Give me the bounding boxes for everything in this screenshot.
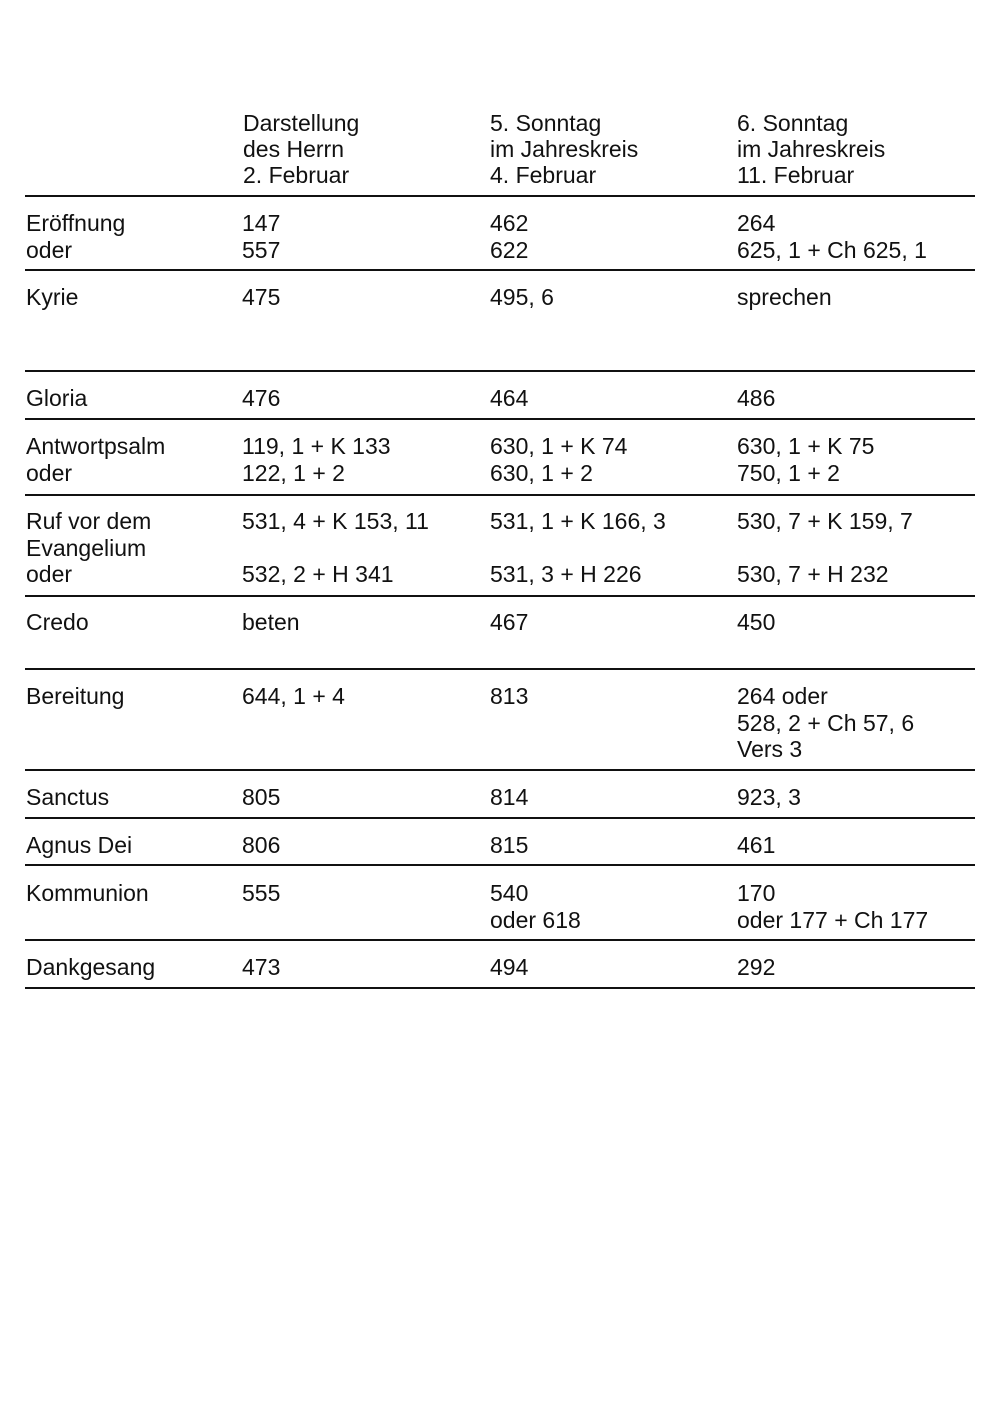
cell-darstellung — [242, 210, 280, 263]
cell-darstellung — [242, 385, 280, 412]
cell-sonntag-6 — [737, 433, 874, 486]
cell-line: 630, 1 + K 75 — [737, 433, 875, 459]
cell-line: 532, 2 + H 341 — [242, 561, 394, 587]
header-line: 11. Februar — [737, 162, 855, 188]
cell-line: Vers 3 — [737, 736, 803, 762]
row-divider — [25, 939, 975, 941]
cell-line: 264 — [737, 210, 776, 236]
cell-sonntag-5 — [490, 609, 528, 636]
header-column-3 — [737, 110, 885, 188]
cell-line: Bereitung — [26, 683, 125, 709]
cell-line: 630, 1 + K 74 — [490, 433, 628, 459]
cell-line: oder — [26, 561, 73, 587]
cell-line: 462 — [490, 210, 529, 236]
cell-line: 625, 1 + Ch 625, 1 — [737, 236, 927, 263]
cell-line: 528, 2 + Ch 57, 6 — [737, 709, 915, 736]
cell-line: 923, 3 — [737, 784, 801, 810]
cell-line: 170 — [737, 880, 776, 906]
header-column-2 — [490, 110, 638, 188]
cell-line: 473 — [242, 954, 281, 980]
cell-darstellung — [242, 683, 345, 710]
cell-line: 540 — [490, 880, 529, 906]
cell-line: Ruf vor dem — [26, 508, 152, 534]
cell-sonntag-6 — [737, 210, 927, 263]
header-line: 5. Sonntag — [490, 110, 602, 136]
cell-line: Agnus Dei — [26, 832, 133, 858]
cell-line: 119, 1 + K 133 — [242, 433, 391, 459]
row-divider — [25, 987, 975, 989]
row-label — [26, 210, 125, 263]
cell-line: Evangelium — [26, 534, 147, 561]
cell-sonntag-5 — [490, 508, 666, 588]
row-label — [26, 954, 155, 981]
cell-line: 815 — [490, 832, 529, 858]
cell-line: sprechen — [737, 284, 832, 310]
cell-sonntag-6 — [737, 683, 914, 763]
cell-sonntag-6 — [737, 832, 775, 859]
row-divider — [25, 269, 975, 271]
row-label — [26, 880, 149, 907]
cell-line: 147 — [242, 210, 281, 236]
cell-line: Dankgesang — [26, 954, 156, 980]
cell-line: 464 — [490, 385, 529, 411]
cell-line: 806 — [242, 832, 281, 858]
cell-sonntag-5 — [490, 784, 528, 811]
row-divider — [25, 769, 975, 771]
header-column-1 — [243, 110, 359, 188]
row-label — [26, 508, 151, 588]
table-header — [0, 110, 1000, 194]
cell-line: Eröffnung — [26, 210, 126, 236]
cell-sonntag-5 — [490, 954, 528, 981]
cell-line: Gloria — [26, 385, 88, 411]
row-label — [26, 832, 132, 859]
row-divider — [25, 864, 975, 866]
cell-sonntag-5 — [490, 880, 581, 933]
row-label — [26, 784, 109, 811]
row-divider — [25, 494, 975, 496]
cell-line: Sanctus — [26, 784, 110, 810]
cell-line: 450 — [737, 609, 776, 635]
cell-line: 555 — [242, 880, 281, 906]
cell-darstellung — [242, 609, 300, 636]
cell-line: 622 — [490, 236, 529, 263]
cell-sonntag-5 — [490, 433, 627, 486]
cell-sonntag-6 — [737, 609, 775, 636]
cell-line: Kyrie — [26, 284, 79, 310]
cell-line: 531, 4 + K 153, 11 — [242, 508, 429, 534]
cell-line: 486 — [737, 385, 776, 411]
cell-sonntag-6 — [737, 880, 928, 933]
row-label — [26, 609, 89, 636]
cell-sonntag-6 — [737, 784, 801, 811]
cell-darstellung — [242, 784, 280, 811]
row-divider — [25, 817, 975, 819]
cell-sonntag-5 — [490, 832, 528, 859]
cell-line: 494 — [490, 954, 529, 980]
cell-darstellung — [242, 284, 280, 311]
header-line: 2. Februar — [243, 162, 350, 188]
cell-line: Antwortpsalm — [26, 433, 166, 459]
cell-sonntag-5 — [490, 683, 528, 710]
cell-line: 531, 1 + K 166, 3 — [490, 508, 666, 534]
cell-darstellung — [242, 433, 391, 486]
cell-line: oder — [26, 459, 73, 486]
cell-line: 814 — [490, 784, 529, 810]
cell-line: 530, 7 + K 159, 7 — [737, 508, 913, 534]
cell-sonntag-6 — [737, 385, 775, 412]
header-line: im Jahreskreis — [737, 136, 886, 162]
cell-line: oder 618 — [490, 906, 581, 933]
row-label — [26, 284, 78, 311]
cell-line: 467 — [490, 609, 529, 635]
cell-darstellung — [242, 508, 429, 588]
cell-line: 531, 3 + H 226 — [490, 561, 642, 587]
cell-line — [242, 535, 429, 562]
row-label — [26, 385, 87, 412]
cell-line: 122, 1 + 2 — [242, 459, 345, 486]
row-label — [26, 433, 165, 486]
row-divider — [25, 370, 975, 372]
cell-line: 557 — [242, 236, 281, 263]
cell-sonntag-5 — [490, 284, 554, 311]
cell-sonntag-5 — [490, 210, 528, 263]
cell-line: 750, 1 + 2 — [737, 459, 840, 486]
cell-line — [490, 535, 666, 562]
cell-sonntag-5 — [490, 385, 528, 412]
header-line: Darstellung — [243, 110, 360, 136]
header-line: des Herrn — [243, 136, 344, 162]
cell-line: 292 — [737, 954, 776, 980]
header-line: 6. Sonntag — [737, 110, 849, 136]
cell-darstellung — [242, 954, 280, 981]
cell-line: 264 oder — [737, 683, 828, 709]
cell-line: 805 — [242, 784, 281, 810]
cell-line: Kommunion — [26, 880, 149, 906]
cell-line: 476 — [242, 385, 281, 411]
cell-darstellung — [242, 880, 280, 907]
cell-line: oder 177 + Ch 177 — [737, 906, 929, 933]
cell-line: oder — [26, 236, 73, 263]
cell-line: 630, 1 + 2 — [490, 459, 593, 486]
row-divider — [25, 668, 975, 670]
cell-darstellung — [242, 832, 280, 859]
cell-sonntag-6 — [737, 284, 832, 311]
header-line: im Jahreskreis — [490, 136, 639, 162]
cell-line: 813 — [490, 683, 529, 709]
row-divider — [25, 595, 975, 597]
row-label — [26, 683, 124, 710]
row-divider — [25, 195, 975, 197]
cell-line: 461 — [737, 832, 776, 858]
cell-line: 644, 1 + 4 — [242, 683, 345, 709]
cell-line: beten — [242, 609, 300, 635]
row-divider — [25, 418, 975, 420]
cell-line — [737, 535, 913, 562]
cell-sonntag-6 — [737, 954, 775, 981]
cell-line: 495, 6 — [490, 284, 554, 310]
cell-line: Credo — [26, 609, 89, 635]
cell-sonntag-6 — [737, 508, 913, 588]
cell-line: 475 — [242, 284, 281, 310]
cell-line: 530, 7 + H 232 — [737, 561, 889, 587]
header-line: 4. Februar — [490, 162, 597, 188]
